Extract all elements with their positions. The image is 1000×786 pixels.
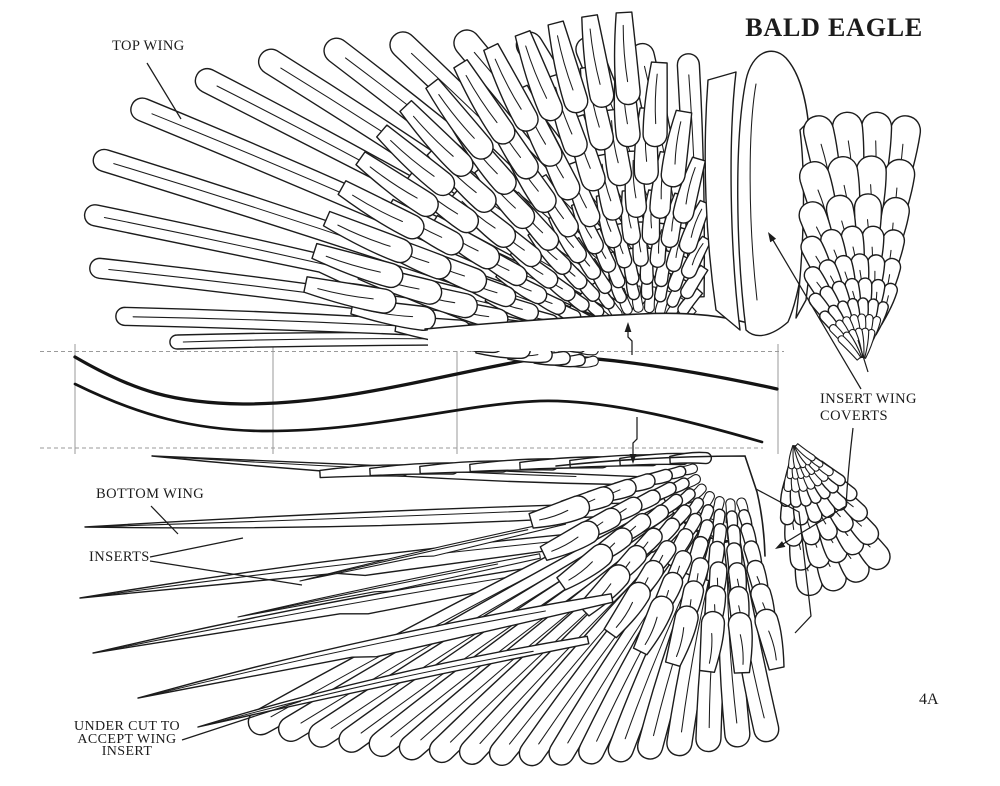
label-insert-wing-coverts [820,391,917,425]
label-under-cut-line3: INSERT [101,744,153,760]
page-title: BALD EAGLE [745,13,923,42]
label-inserts: INSERTS [89,549,150,565]
label-insert-wing-coverts-line2: COVERTS [820,408,888,424]
label-insert-wing-coverts-line1: INSERT WING [820,391,917,407]
label-under-cut-line1: UNDER CUT TO [74,719,180,734]
label-under-cut-line2: ACCEPT WING [77,731,177,747]
label-top-wing: TOP WING [112,38,185,54]
label-bottom-wing: BOTTOM WING [96,486,205,502]
page-number: 4A [919,691,939,708]
label-under-cut [58,721,196,759]
